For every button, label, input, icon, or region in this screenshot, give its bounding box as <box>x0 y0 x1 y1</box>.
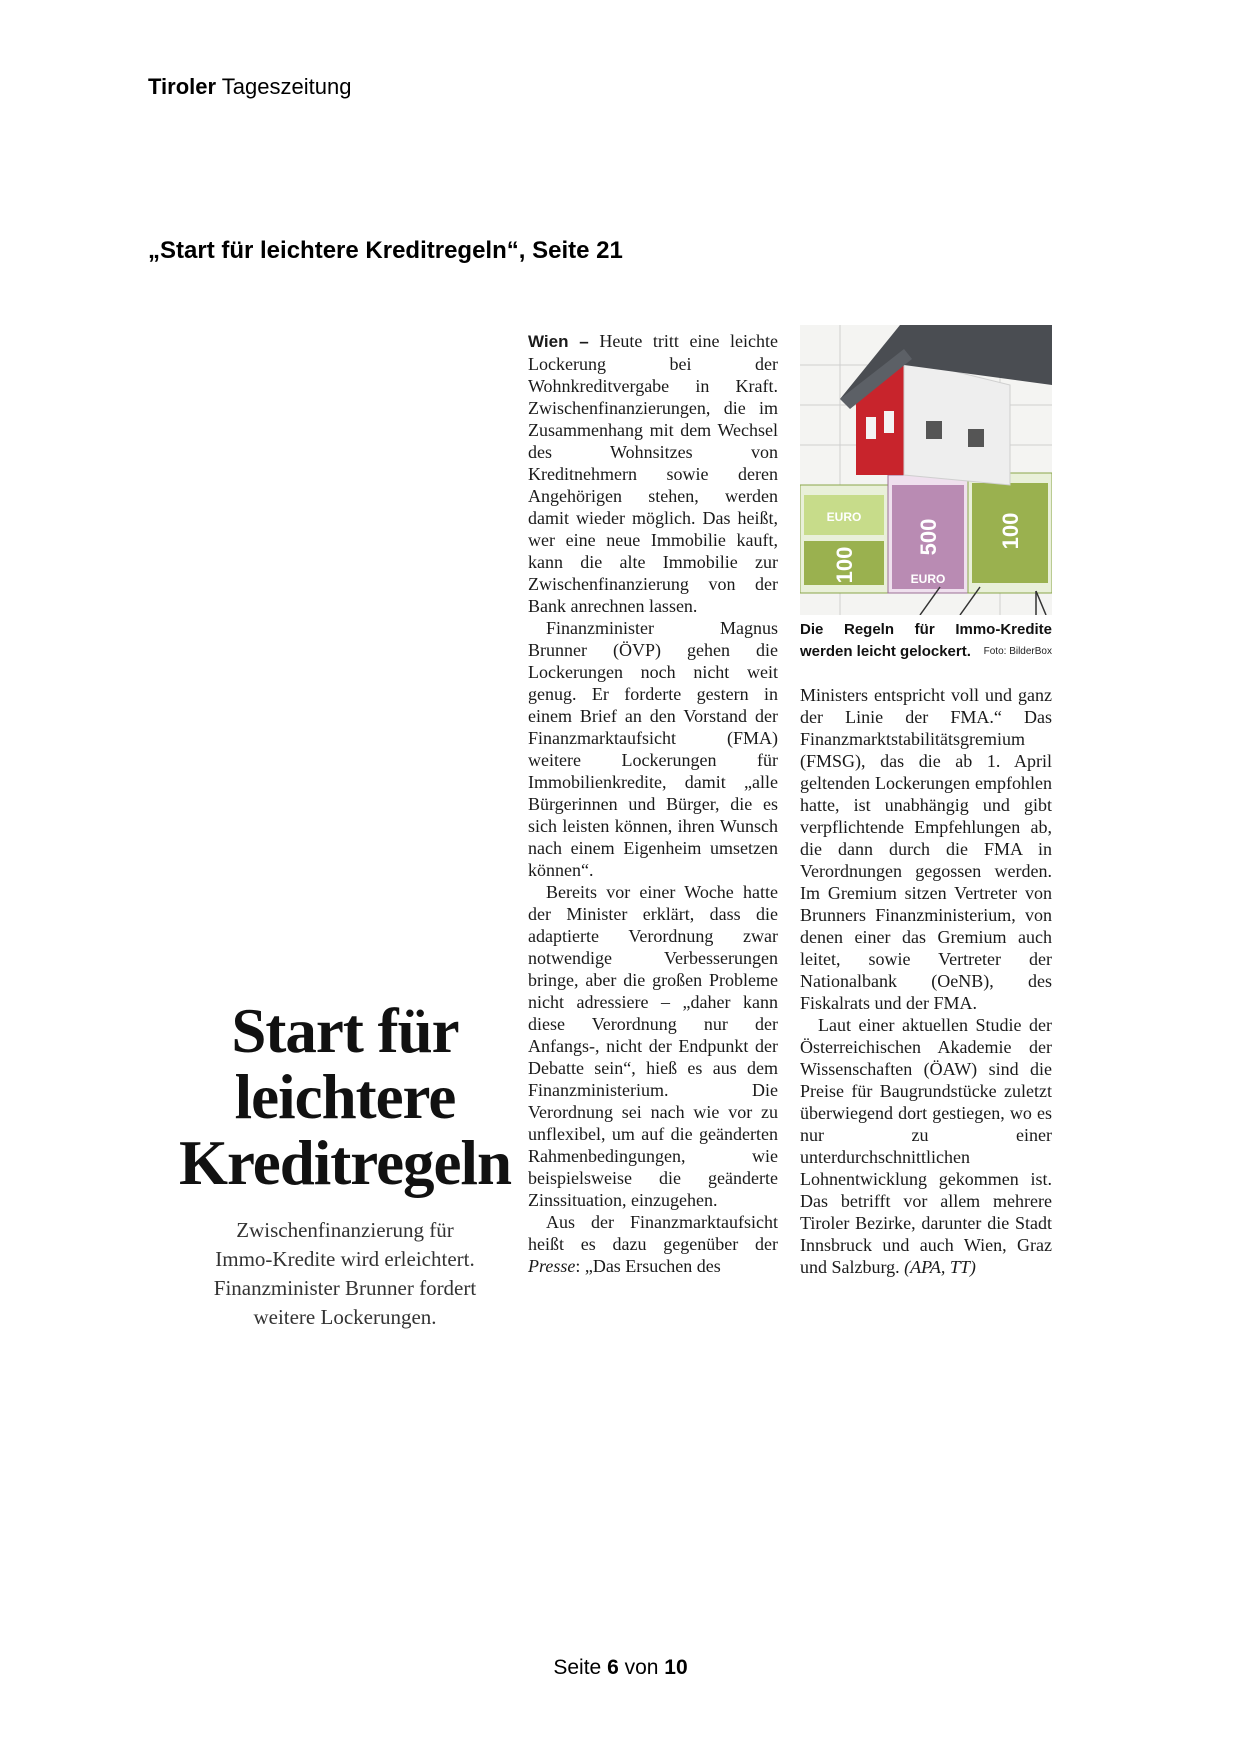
page-separator: von <box>618 1656 665 1679</box>
article-column-1 <box>528 330 778 1277</box>
article-subhead <box>170 1216 520 1332</box>
banknote-label: EURO <box>826 510 862 524</box>
article-paragraph: Ministers entspricht voll und ganz der Linie der FMA.“ Das Finanzmarktstabilitätsgremium (FMSG), das die ab 1. April geltenden Lockerungen empfohlen hatte, ist unabhängig und gibt verpflichtende Empfehlungen ab, die dann durch die FMA in Verordnungen gegossen werden. Im Gremium sitzen Vertreter von Brunners Finanzministerium, von denen einer das Gremium auch leitet, sowie Vertreter der Nationalbank (OeNB), des Fiskalrats und der FMA. <box>800 685 1052 1013</box>
banknote-label: 100 <box>832 546 857 584</box>
window <box>884 411 894 433</box>
photo-caption: Die Regeln für Immo-Kredite werden leicht gelockert. <box>800 621 1052 660</box>
article-signoff: (APA, TT) <box>904 1257 976 1277</box>
dateline: Wien – <box>528 332 589 351</box>
banknote-stack-middle <box>888 475 968 593</box>
article-paragraph <box>528 330 778 617</box>
paragraph-text: Laut einer aktuellen Studie der Österreichischen Akademie der Wissenschaften (ÖAW) sind die Preise für Baugrundstücke zuletzt überwiegend dort gestiegen, wo es nur zu einer unterdurchschnittlichen Lohnentwicklung gekommen ist. Das betrifft vor allem mehrere Tiroler Bezirke, darunter die Stadt Innsbruck und auch Wien, Graz und Salzburg. <box>800 1015 1052 1277</box>
photo-credit: Foto: BilderBox <box>983 646 1052 657</box>
banknote-stack-left <box>800 485 888 593</box>
page-label: Seite <box>553 1656 608 1679</box>
headline-line: leichtere <box>234 1062 456 1132</box>
total-pages: 10 <box>664 1656 688 1679</box>
subhead-line: Finanzminister Brunner fordert <box>213 1276 477 1300</box>
subhead-line: weitere Lockerungen. <box>253 1305 437 1329</box>
article-headline-block <box>170 998 520 1332</box>
subhead-line: Zwischenfinanzierung für <box>236 1218 454 1242</box>
article-paragraph: Bereits vor einer Woche hatte der Minister erklärt, dass die adaptierte Verordnung zwar notwendige Verbesserungen bringe, aber die großen Probleme nicht adressiere – „daher kann diese Verordnung nur der Anfangs-, nicht der Endpunkt der Debatte sein“, hieß es aus dem Finanzministerium. Die Verordnung sei nach wie vor zu unflexibel, um auf die geänderten Rahmenbedingungen, wie beispielsweise die geänderte Zinssituation, einzugehen. <box>528 882 778 1210</box>
page-footer <box>0 1656 1241 1680</box>
newspaper-name: Presse <box>528 1256 576 1276</box>
current-page: 6 <box>607 1656 619 1679</box>
headline-line: Start für <box>231 996 459 1066</box>
article-headline <box>170 998 520 1196</box>
publication-name-bold: Tiroler <box>148 74 217 99</box>
window <box>926 421 942 439</box>
article-paragraph <box>528 1211 778 1277</box>
paragraph-text: Heute tritt eine leichte Lockerung bei der Wohnkreditvergabe in Kraft. Zwischenfinanzierungen, die im Zusammenhang mit dem Wechsel des Wohnsitzes von Kreditnehmern sowie deren Angehörigen stehen, werden damit wieder möglich. Das heißt, wer eine neue Immobilie kauft, kann die alte Immobilie zur Zwischenfinanzierung von der Bank anrechnen lassen. <box>528 331 779 616</box>
house-on-money-illustration <box>800 325 1052 615</box>
banknote-label: 500 <box>916 518 941 556</box>
document-title: „Start für leichtere Kreditregeln“, Seite 21 <box>148 237 623 264</box>
article-paragraph: Finanzminister Magnus Brunner (ÖVP) gehen die Lockerungen noch nicht weit genug. Er forderte gestern in einem Brief an den Vorstand der Finanzmarktaufsicht (FMA) weitere Lockerungen für Immobilienkredite, damit „alle Bürgerinnen und Bürger, die es sich leisten können, ihren Wunsch nach einem Eigenheim umsetzen können“. <box>528 618 778 880</box>
article-column-2 <box>800 684 1052 1278</box>
paragraph-text: Aus der Finanzmarktaufsicht heißt es dazu gegenüber der <box>528 1212 778 1254</box>
banknote-stack-right <box>968 473 1052 593</box>
article-paragraph <box>800 1014 1052 1278</box>
banknote-label: EURO <box>910 572 946 586</box>
publication-name-rest: Tageszeitung <box>216 74 352 99</box>
publication-name <box>148 74 351 100</box>
subhead-line: Immo-Kredite wird erleichtert. <box>215 1247 475 1271</box>
headline-line: Kreditregeln <box>178 1128 512 1198</box>
window <box>866 417 876 439</box>
article-photo <box>800 325 1052 615</box>
banknote-label: 100 <box>998 512 1023 550</box>
paragraph-text: : „Das Ersuchen des <box>575 1256 721 1276</box>
window <box>968 429 984 447</box>
